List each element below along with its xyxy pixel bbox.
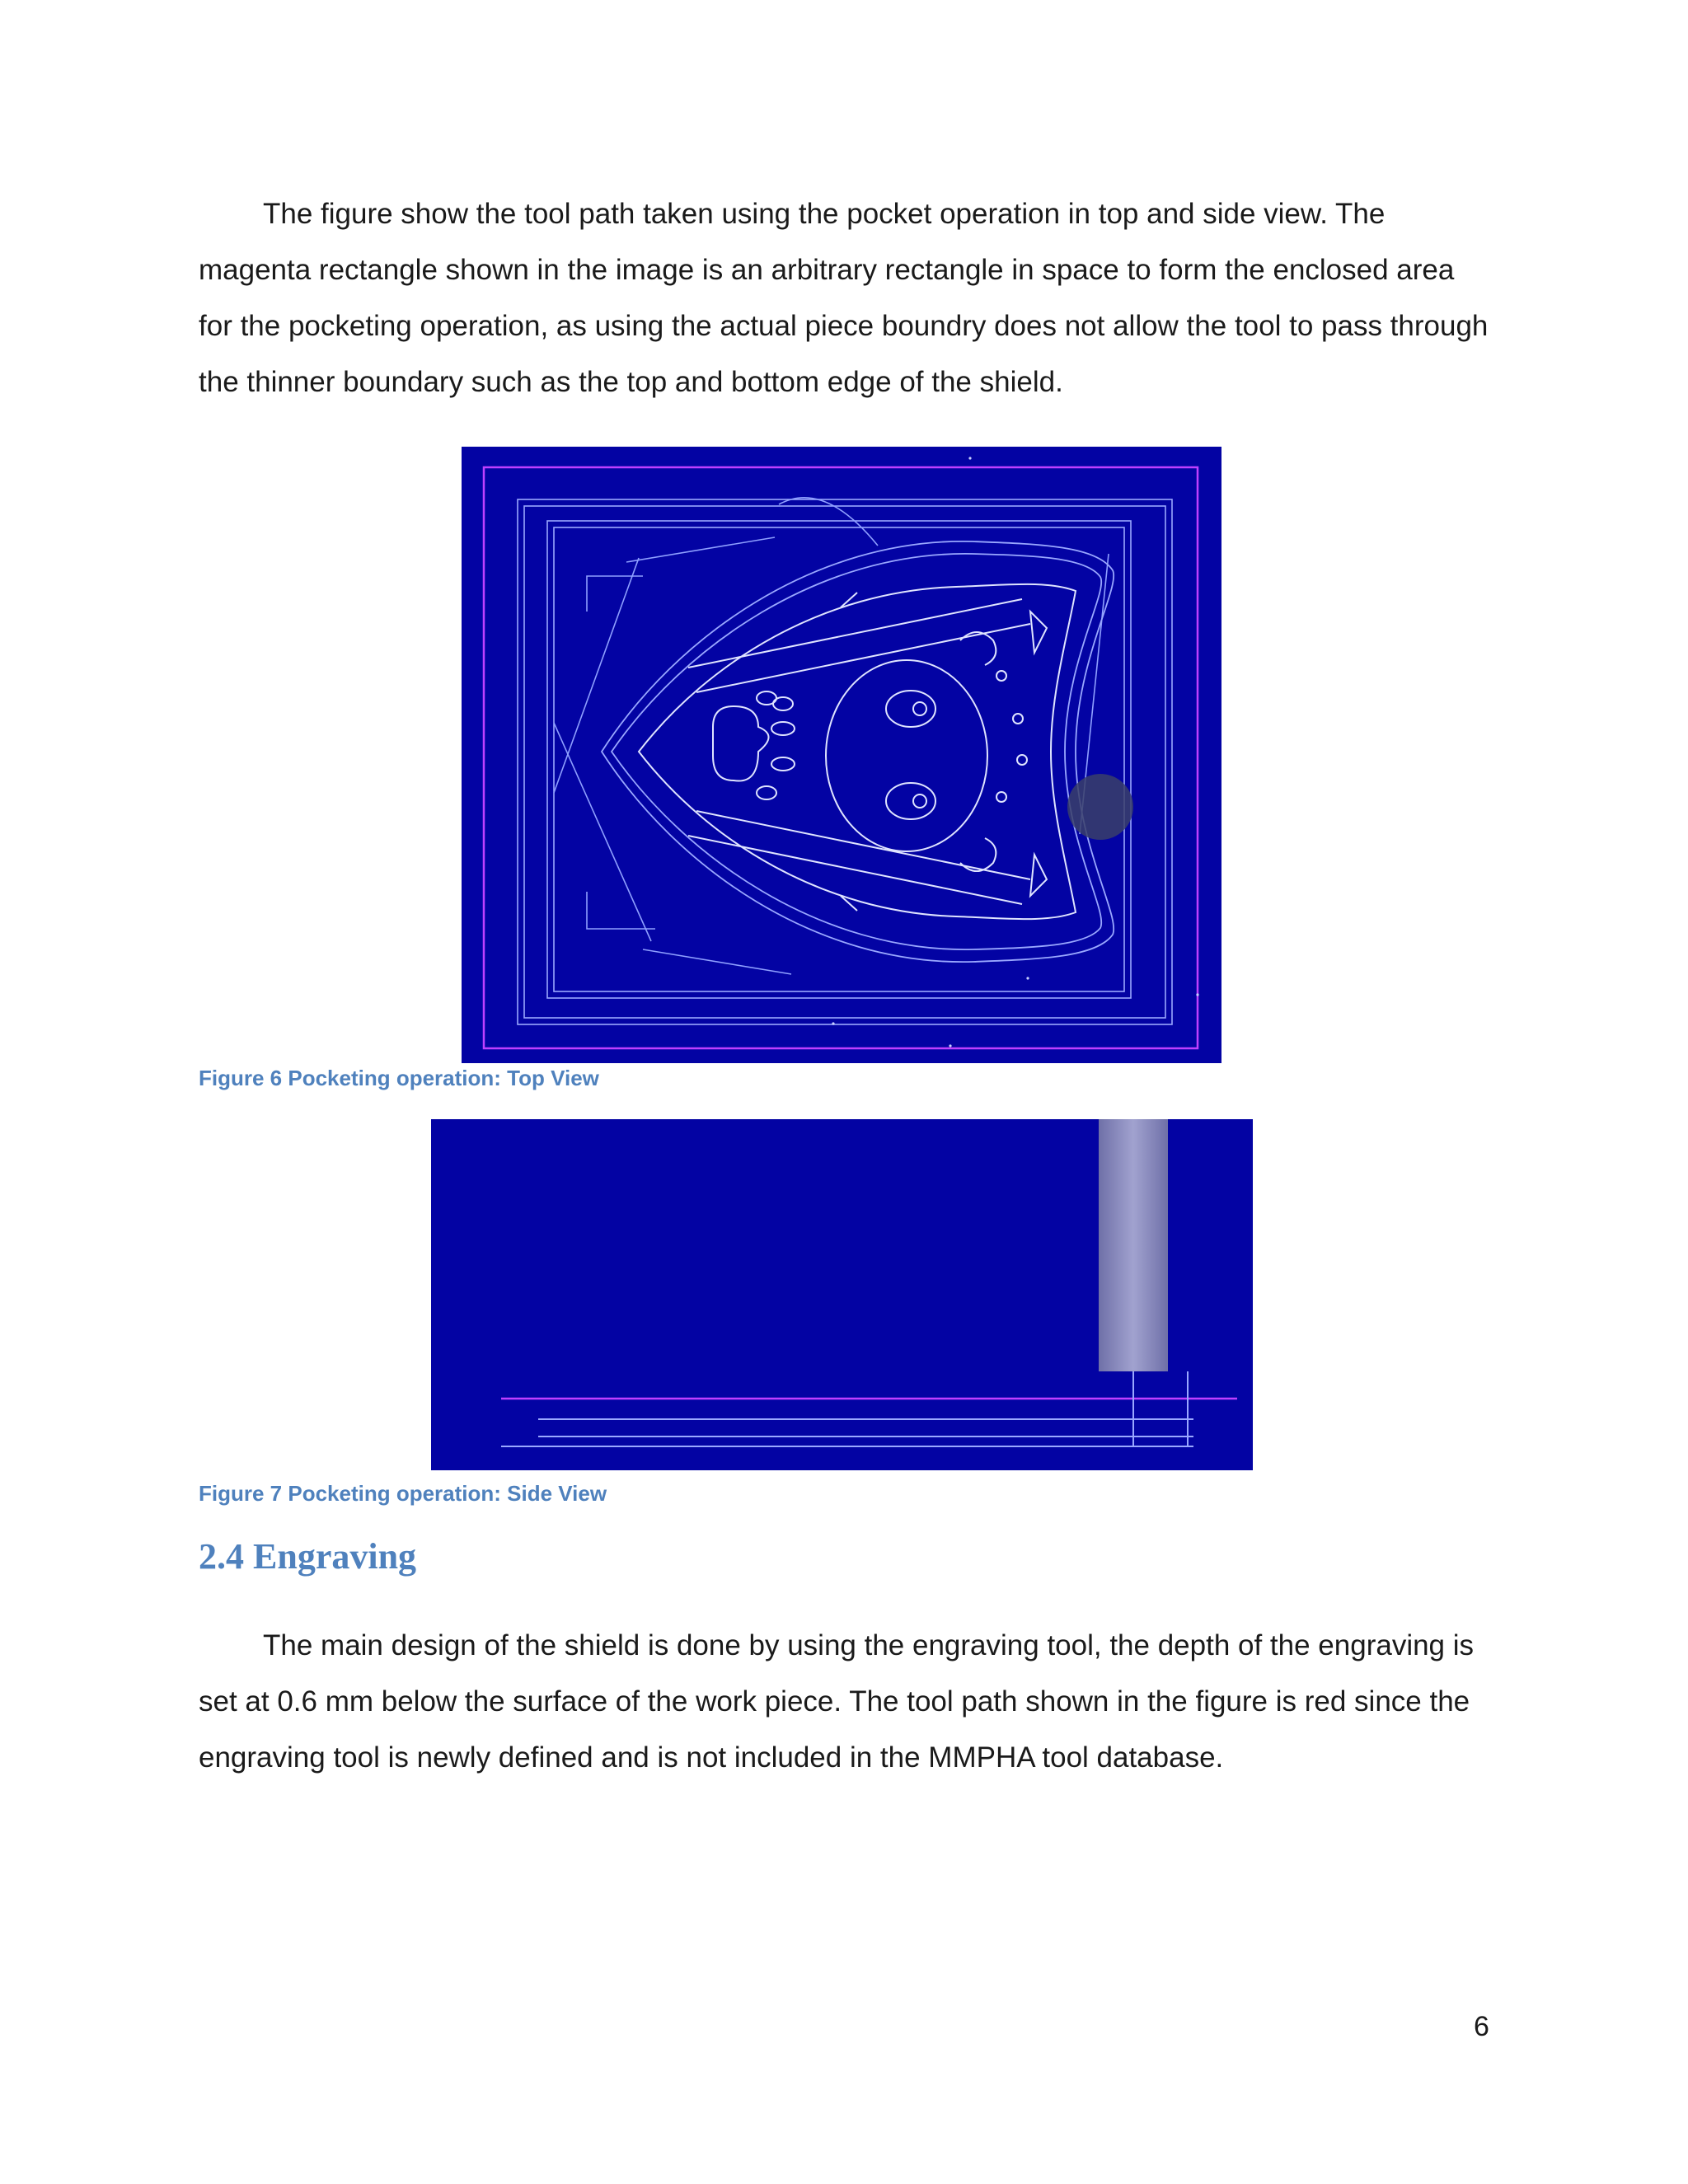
- side-view-toolpath-image: [431, 1119, 1253, 1470]
- figure-7-caption: Figure 7 Pocketing operation: Side View: [199, 1481, 607, 1506]
- section-heading: 2.4 Engraving: [199, 1536, 417, 1577]
- top-view-toolpath-image: [462, 447, 1221, 1063]
- engraving-paragraph: The main design of the shield is done by using the engraving tool, the depth of the engraving is set at 0.6 mm below the surface of the work piece. The tool path shown in the figure is red since the engraving tool is newly defined and is not included in the MMPHA tool database.: [199, 1629, 1475, 1774]
- figure-6-top-view: [462, 447, 1221, 1063]
- figure-6-caption: Figure 6 Pocketing operation: Top View: [199, 1066, 599, 1090]
- intro-paragraph: The figure show the tool path taken using the pocket operation in top and side view. The magenta rectangle shown in the image is an arbitrary rectangle in space to form the enclosed area for the pocketing operation, as using the actual piece boundry does not allow the tool to pass through the thinner boundary such as the top and bottom edge of the shield.: [199, 198, 1489, 398]
- figure-7-side-view: [431, 1119, 1253, 1470]
- page-number: 6: [1474, 2011, 1489, 2042]
